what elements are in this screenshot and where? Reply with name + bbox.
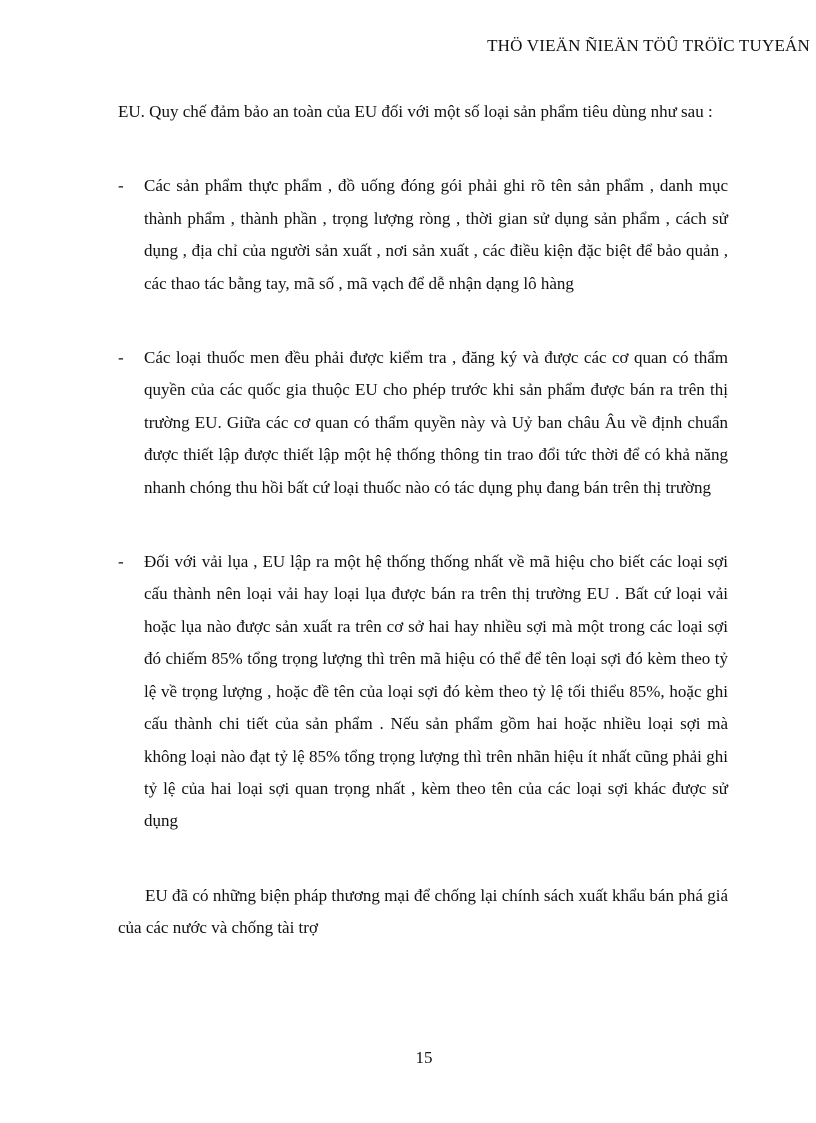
bullet-item-food [118, 170, 728, 300]
page-number: 15 [415, 1048, 433, 1067]
intro-paragraph: EU. Quy chế đảm bảo an toàn của EU đối với một số loại sản phẩm tiêu dùng như sau : [118, 102, 713, 121]
bullet-marker: - [118, 552, 124, 572]
running-header: THÖ VIEÄN ÑIEÄN TÖÛ TRÖÏC TUYEÁN [487, 36, 810, 55]
bullet-text: Các loại thuốc men đều phải được kiểm tra , đăng ký và được các cơ quan có thẩm quyền của các quốc gia thuộc EU cho phép trước khi sản phẩm được bán ra trên thị trường EU. Giữa các cơ quan có thẩm quyền này và Uỷ ban châu Âu về định chuẩn được thiết lập được thiết lập một hệ thống thông tin trao đổi tức thời để có khả năng nhanh chóng thu hồi bất cứ loại thuốc nào có tác dụng phụ đang bán trên thị trường [144, 348, 728, 497]
bullet-marker: - [118, 176, 124, 196]
document-body [118, 96, 728, 945]
bullet-text: Các sản phẩm thực phẩm , đồ uống đóng gói phải ghi rõ tên sản phẩm , danh mục thành phẩm , thành phần , trọng lượng ròng , thời gian sử dụng sản phẩm , cách sử dụng , địa chỉ của người sản xuất , nơi sản xuất , các điều kiện đặc biệt để bảo quản , các thao tác bằng tay, mã số , mã vạch để dễ nhận dạng lô hàng [144, 176, 728, 293]
bullet-item-medicine [118, 342, 728, 504]
closing-paragraph: EU đã có những biện pháp thương mại để chống lại chính sách xuất khẩu bán phá giá của các nước và chống tài trợ [118, 885, 728, 938]
bullet-text: Đối với vải lụa , EU lập ra một hệ thống thống nhất về mã hiệu cho biết các loại sợi cấu thành nên loại vải hay loại lụa được bán ra trên thị trường EU . Bất cứ loại vải hoặc lụa nào được sản xuất ra trên cơ sở hai hay nhiều sợi mà một trong các loại sợi đó chiếm 85% tổng trọng lượng thì trên mã hiệu có thể để tên loại sợi đó kèm theo tỷ lệ về trọng lượng , hoặc đề tên của loại sợi đó kèm theo tỷ lệ tối thiểu 85%, hoặc ghi cấu thành chi tiết của sản phẩm . Nếu sản phẩm gồm hai hoặc nhiều loại sợi mà không loại nào đạt tỷ lệ 85% tổng trọng lượng thì trên nhãn hiệu ít nhất cũng phải ghi tỷ lệ của hai loại sợi quan trọng nhất , kèm theo tên của các loại sợi khác được sử dụng [144, 552, 728, 831]
bullet-marker: - [118, 348, 124, 368]
bullet-item-textile [118, 546, 728, 838]
